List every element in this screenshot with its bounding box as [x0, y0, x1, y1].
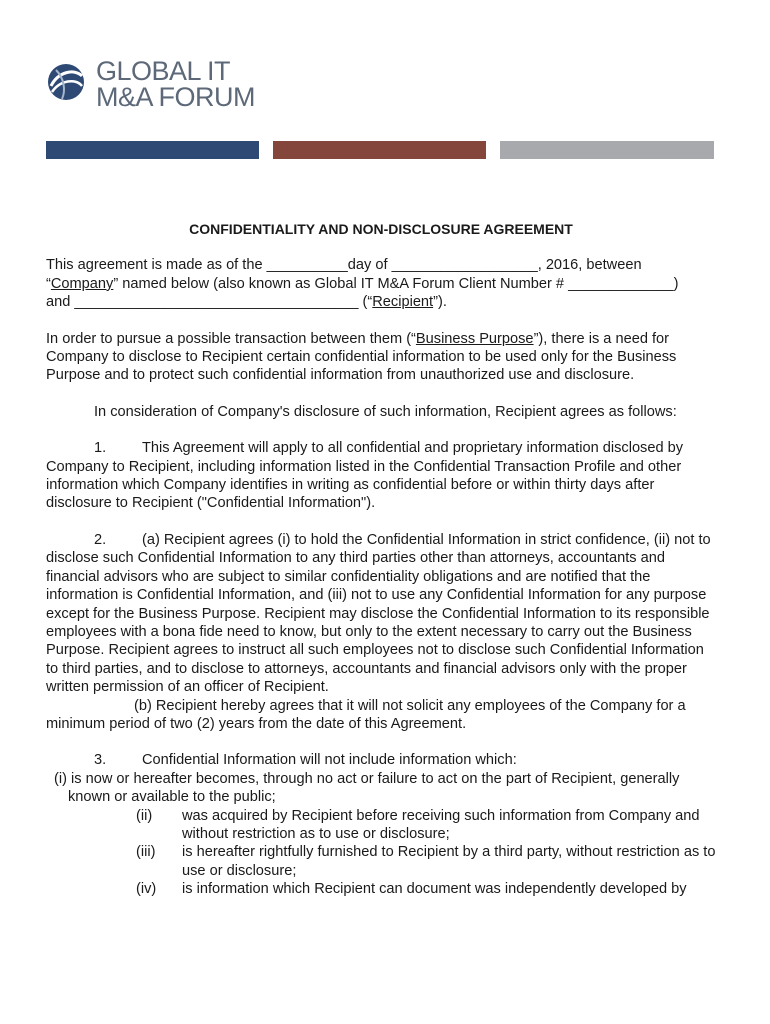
clause-1 [46, 439, 716, 513]
logo-line1: GLOBAL IT [96, 56, 231, 86]
purpose-b: ”), there is a need for Company to disclose to Recipient certain confidential information to be used only for the Business Purpose and to protect such confidential information from unauthorized use and disclosure. [46, 330, 677, 384]
clause-3-number: 3. [94, 752, 107, 769]
clause-1-number: 1. [94, 440, 107, 457]
item-numeral: (ii) [136, 807, 153, 824]
header-bar-blue [46, 141, 259, 159]
consideration-paragraph: In consideration of Company's disclosure of such information, Recipient agrees as follows: [94, 403, 677, 420]
purpose-a: In order to pursue a possible transaction between them (“ [46, 330, 416, 347]
business-purpose-term: Business Purpose [415, 330, 534, 347]
clause-3-item-ii [136, 807, 716, 844]
clause-2a [46, 531, 716, 697]
intro-line3-a: and ___________________________________ (“ [46, 294, 373, 311]
logo-line2: M&A FORUM [96, 82, 256, 112]
clause-1-text: This Agreement will apply to all confidential and proprietary information disclosed by Company to Recipient, including information listed in the Confidential Transaction Profile and other information which Company identifies in writing as confidential before or within thirty days after disclosure to Recipient ("Confidential Information"). [46, 440, 684, 512]
recipient-term: Recipient [372, 294, 434, 311]
clause-3 [46, 751, 716, 769]
document-title: CONFIDENTIALITY AND NON-DISCLOSURE AGREEMENT [189, 221, 573, 237]
intro-line3-b: ”). [433, 294, 447, 311]
clause-3-item-iv [136, 880, 716, 898]
clause-2b: (b) Recipient hereby agrees that it will not solicit any employees of the Company for a minimum period of two (2) years from the date of this Agreement. [46, 697, 686, 732]
item-text: is hereafter rightfully furnished to Recipient by a third party, without restriction as to use or disclosure; [182, 844, 716, 879]
clause-2-number: 2. [94, 531, 107, 548]
intro-line1: This agreement is made as of the __________day of __________________, 2016, between [46, 257, 642, 274]
purpose-paragraph [46, 330, 716, 385]
intro-quote-open: “ [46, 275, 51, 292]
agreement-document [46, 220, 716, 899]
clause-2a-text: (a) Recipient agrees (i) to hold the Confidential Information in strict confidence, (ii) not to disclose such Confidential Information to any third parties other than attorneys, accountants and financial advisors who are subject to similar confidentiality obligations and are notified that the information is Confidential Information, and (iii) not to use any Confidential Information for any purpose except for the Business Purpose. Recipient may disclose the Confidential Information to its responsible employees with a bona fide need to know, but only to the extent necessary to carry out the Business Purpose. Recipient agrees to instruct all such employees not to disclose such Confidential Information to third parties, and to disclose to attorneys, accountants and financial advisors only with the proper written permission of an officer of Recipient. [46, 531, 711, 696]
clause-3-text: Confidential Information will not include information which: [142, 752, 517, 769]
clause-3-item-iii [136, 843, 716, 880]
item-numeral: (iv) [136, 881, 157, 898]
intro-paragraph [46, 256, 716, 311]
header-bar-brown [273, 141, 486, 159]
item-numeral: (iii) [136, 844, 156, 861]
globe-icon [46, 62, 86, 102]
item-text: was acquired by Recipient before receiving such information from Company and without restriction as to use or disclosure; [182, 807, 700, 842]
item-text: is information which Recipient can document was independently developed by [182, 881, 687, 898]
intro-line2: ” named below (also known as Global IT M&A Forum Client Number # _____________) [113, 275, 679, 292]
header-bar-gray [500, 141, 714, 159]
forum-logo [46, 56, 306, 116]
clause-3-item-i: (i) is now or hereafter becomes, through no act or failure to act on the part of Recipient, generally known or available to the public; [54, 770, 680, 806]
company-term: Company [50, 275, 114, 292]
